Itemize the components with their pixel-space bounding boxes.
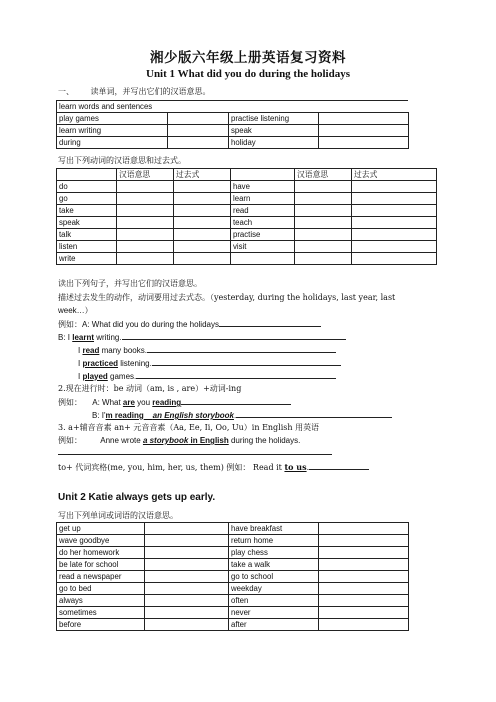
answer-cell[interactable]	[295, 205, 352, 217]
pronoun-highlight: to us	[284, 462, 307, 472]
table-cell: read a newspaper	[57, 571, 145, 583]
rule3-example	[58, 435, 300, 446]
answer-cell[interactable]	[319, 137, 409, 149]
phrase-highlight: in English	[188, 436, 229, 445]
verb-ing-highlight: m reading	[105, 411, 144, 420]
table-cell: speak	[229, 125, 319, 137]
answer-blank[interactable]	[219, 318, 321, 327]
answer-cell[interactable]	[145, 619, 229, 631]
table-row	[57, 113, 409, 125]
table-cell: do	[57, 181, 117, 193]
verb-past-highlight: read	[82, 346, 100, 355]
table-cell: do her homework	[57, 547, 145, 559]
answer-cell[interactable]	[319, 535, 409, 547]
answer-cell[interactable]	[319, 571, 409, 583]
table-cell: never	[229, 607, 319, 619]
answer-cell[interactable]	[145, 583, 229, 595]
answer-cell[interactable]	[352, 229, 437, 241]
answer-cell[interactable]	[168, 125, 229, 137]
example-text: writing.	[94, 333, 122, 342]
table-row	[57, 137, 409, 149]
table-cell: go to bed	[57, 583, 145, 595]
table-cell	[295, 253, 352, 265]
table-header-cell: 汉语意思	[117, 169, 174, 181]
answer-cell[interactable]	[117, 217, 174, 229]
answer-cell[interactable]	[319, 125, 409, 137]
table-cell: go	[57, 193, 117, 205]
rule4-text: to+ 代词宾格(me, you, him, her, us, them) 例如： Read it	[58, 463, 285, 472]
verb-ing-highlight: reading	[152, 398, 182, 407]
table-cell: after	[229, 619, 319, 631]
table-row	[57, 595, 409, 607]
table-row	[57, 217, 437, 229]
answer-blank[interactable]	[58, 448, 332, 455]
example-label: 例如：	[58, 398, 82, 407]
table-row	[57, 169, 437, 181]
example-line-c	[78, 344, 336, 355]
table-header-cell	[57, 169, 117, 181]
example-line-b	[58, 331, 346, 342]
answer-cell[interactable]	[352, 217, 437, 229]
rule4-text: .	[306, 463, 310, 472]
table-cell: talk	[57, 229, 117, 241]
section2-instruction: 写出下列动词的汉语意思和过去式。	[58, 156, 186, 165]
rule2-example-b	[92, 409, 392, 420]
answer-cell[interactable]	[117, 205, 174, 217]
answer-cell[interactable]	[319, 559, 409, 571]
table-cell: practise	[231, 229, 295, 241]
table-row	[57, 559, 409, 571]
grammar-note-line1: 描述过去发生的动作，动词要用过去式态。（yesterday, during the holidays, last year, last	[58, 293, 396, 302]
table-cell: practise listening	[229, 113, 319, 125]
grammar-rule-pronoun-object	[58, 461, 369, 473]
answer-cell[interactable]	[319, 595, 409, 607]
answer-cell[interactable]	[319, 607, 409, 619]
example-text: I	[78, 346, 83, 355]
be-verb-highlight: are	[122, 398, 135, 407]
answer-cell[interactable]	[145, 535, 229, 547]
grammar-rule-present-continuous: 2.现在进行时：be 动词（am, is , are）+动词-ing	[58, 384, 242, 393]
section1-label	[58, 86, 211, 97]
verb-past-highlight: practiced	[82, 359, 119, 368]
answer-blank[interactable]	[147, 344, 336, 353]
table-row	[57, 181, 437, 193]
answer-cell[interactable]	[319, 113, 409, 125]
answer-cell[interactable]	[174, 241, 231, 253]
example-text: I	[78, 359, 83, 368]
table-row	[57, 619, 409, 631]
example-line-e	[78, 370, 336, 381]
unit2-instruction: 写出下列单词或词语的汉语意思。	[58, 511, 178, 520]
table-header-cell: learn words and sentences	[57, 101, 409, 113]
table-cell: learn	[231, 193, 295, 205]
answer-cell[interactable]	[168, 137, 229, 149]
table-cell: have breakfast	[229, 523, 319, 535]
example-text: I	[78, 372, 83, 381]
table-cell: read	[231, 205, 295, 217]
answer-cell[interactable]	[117, 241, 174, 253]
table-cell: get up	[57, 523, 145, 535]
answer-blank[interactable]	[306, 461, 369, 472]
table-cell: before	[57, 619, 145, 631]
underline-spacer	[144, 411, 153, 420]
table-cell: listen	[57, 241, 117, 253]
example-question: A: What did you do during the holidays	[82, 320, 219, 329]
verb-table	[56, 168, 437, 265]
answer-cell[interactable]	[174, 253, 231, 265]
answer-cell[interactable]	[352, 193, 437, 205]
answer-cell[interactable]	[174, 181, 231, 193]
example-text: B: I	[58, 333, 73, 342]
answer-cell[interactable]	[352, 241, 437, 253]
verb-past-highlight: learnt	[72, 333, 95, 342]
example-text: games.	[107, 372, 137, 381]
answer-blank[interactable]	[136, 370, 336, 379]
table-cell	[231, 253, 295, 265]
example-text: many books.	[99, 346, 147, 355]
answer-cell[interactable]	[295, 193, 352, 205]
table-cell: sometimes	[57, 607, 145, 619]
unit2-heading: Unit 2 Katie always gets up early.	[58, 492, 216, 503]
table-row	[57, 253, 437, 265]
answer-cell[interactable]	[117, 229, 174, 241]
example-line-d	[78, 357, 341, 368]
example-text: Anne wrote	[100, 436, 143, 445]
answer-cell[interactable]	[145, 571, 229, 583]
table-cell: go to school	[229, 571, 319, 583]
section3-instruction: 读出下列句子，并写出它们的汉语意思。	[58, 279, 202, 288]
verb-past-highlight: played	[82, 372, 108, 381]
table-cell: return home	[229, 535, 319, 547]
table-cell: learn writing	[57, 125, 168, 137]
table-header-cell: 汉语意思	[295, 169, 352, 181]
table-header-cell	[231, 169, 295, 181]
table-cell: write	[57, 253, 117, 265]
section1-instruction: 读单词，并写出它们的汉语意思。	[90, 87, 211, 96]
answer-cell[interactable]	[295, 217, 352, 229]
table-row	[57, 101, 409, 113]
answer-cell[interactable]	[295, 229, 352, 241]
answer-cell[interactable]	[117, 253, 174, 265]
table-cell: weekday	[229, 583, 319, 595]
answer-cell[interactable]	[174, 217, 231, 229]
answer-cell[interactable]	[352, 205, 437, 217]
object-highlight: an English storybook	[152, 411, 234, 420]
table-cell: holiday	[229, 137, 319, 149]
answer-cell[interactable]	[319, 547, 409, 559]
answer-cell[interactable]	[319, 583, 409, 595]
example-text: during the holidays.	[228, 436, 301, 445]
table-cell: take a walk	[229, 559, 319, 571]
unit1-heading: Unit 1 What did you do during the holidays	[146, 68, 350, 80]
table-row	[57, 547, 409, 559]
table-cell: often	[229, 595, 319, 607]
table-cell: during	[57, 137, 168, 149]
table-row	[57, 193, 437, 205]
article-highlight: a storybook	[142, 436, 189, 445]
table-cell: teach	[231, 217, 295, 229]
table-header-cell: 过去式	[174, 169, 231, 181]
grammar-note-line2: week…）	[58, 306, 93, 315]
unit2-word-table	[56, 522, 409, 631]
answer-cell[interactable]	[319, 619, 409, 631]
section1-number: 一、	[58, 87, 74, 96]
table-cell: speak	[57, 217, 117, 229]
answer-cell[interactable]	[145, 559, 229, 571]
example-text: you	[134, 398, 153, 407]
answer-cell[interactable]	[145, 523, 229, 535]
table-header-cell: 过去式	[352, 169, 437, 181]
answer-cell[interactable]	[174, 229, 231, 241]
table-cell: always	[57, 595, 145, 607]
answer-blank[interactable]	[152, 357, 341, 366]
table-row	[57, 583, 409, 595]
table-cell: visit	[231, 241, 295, 253]
answer-cell[interactable]	[117, 181, 174, 193]
table-row	[57, 229, 437, 241]
answer-blank[interactable]	[181, 396, 291, 405]
rule2-example-a	[58, 396, 291, 408]
grammar-rule-articles: 3. a+辅音音素 an+ 元音音素（Aa, Ee, Ii, Oo, Uu）in English 用英语	[58, 423, 320, 432]
answer-cell[interactable]	[117, 193, 174, 205]
table-row	[57, 571, 409, 583]
example-line-a	[58, 318, 321, 330]
answer-cell[interactable]	[174, 193, 231, 205]
example-text: B: I'	[92, 411, 106, 420]
table-row	[57, 535, 409, 547]
table-row	[57, 523, 409, 535]
answer-cell[interactable]	[168, 113, 229, 125]
unit1-word-table	[56, 100, 409, 149]
table-row	[57, 125, 409, 137]
table-row	[57, 205, 437, 217]
table-cell: be late for school	[57, 559, 145, 571]
answer-cell[interactable]	[295, 241, 352, 253]
answer-cell[interactable]	[295, 181, 352, 193]
example-text: .	[234, 411, 237, 420]
answer-cell[interactable]	[145, 595, 229, 607]
table-row	[57, 241, 437, 253]
table-row	[57, 607, 409, 619]
answer-cell[interactable]	[145, 547, 229, 559]
answer-blank[interactable]	[236, 409, 392, 418]
example-label: 例如：	[58, 436, 82, 445]
table-cell: have	[231, 181, 295, 193]
table-cell: play games	[57, 113, 168, 125]
answer-cell[interactable]	[145, 607, 229, 619]
answer-blank[interactable]	[122, 331, 346, 340]
example-text: listening.	[118, 359, 152, 368]
table-cell: wave goodbye	[57, 535, 145, 547]
table-cell: take	[57, 205, 117, 217]
example-label: 例如：	[58, 320, 82, 329]
answer-cell[interactable]	[319, 523, 409, 535]
document-title: 湘少版六年级上册英语复习资料	[150, 50, 346, 66]
table-cell	[352, 253, 437, 265]
example-text: A: What	[92, 398, 123, 407]
answer-cell[interactable]	[352, 181, 437, 193]
answer-cell[interactable]	[174, 205, 231, 217]
table-cell: play chess	[229, 547, 319, 559]
